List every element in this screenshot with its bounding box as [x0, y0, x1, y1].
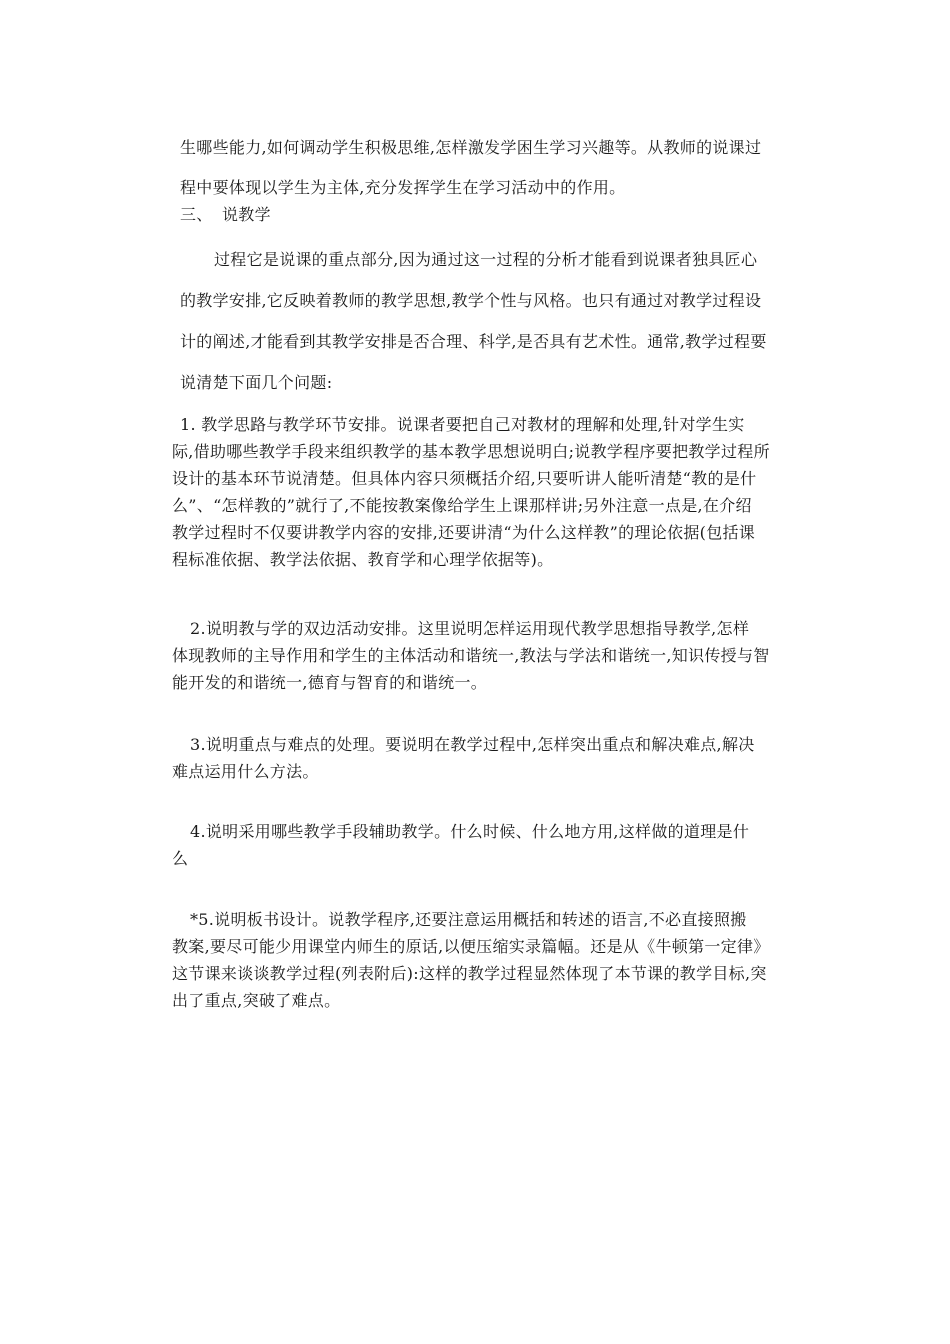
process-paragraph — [180, 240, 767, 404]
list-item — [172, 731, 755, 785]
item-line: 么 — [172, 849, 189, 868]
intro-paragraph — [180, 128, 761, 208]
list-item — [172, 818, 749, 872]
item-line: 际,借助哪些教学手段来组织教学的基本教学思想说明白;说教学程序要把教学过程所 — [172, 442, 770, 461]
intro-line: 生哪些能力,如何调动学生积极思维,怎样激发学困生学习兴趣等。从教师的说课过 — [180, 138, 762, 157]
process-line: 说清楚下面几个问题: — [180, 373, 333, 392]
process-line: 的教学安排,它反映着教师的教学思想,教学个性与风格。也只有通过对教学过程设 — [180, 291, 762, 310]
section-title: 说教学 — [222, 205, 271, 224]
item-line: 设计的基本环节说清楚。但具体内容只须概括介绍,只要听讲人能听清楚“教的是什 — [172, 469, 757, 488]
item-line: 能开发的和谐统一,德育与智育的和谐统一。 — [172, 673, 488, 692]
item-line: 出了重点,突破了难点。 — [172, 991, 341, 1010]
intro-line: 程中要体现以学生为主体,充分发挥学生在学习活动中的作用。 — [180, 178, 626, 197]
item-line: 1. 教学思路与教学环节安排。说课者要把自己对教材的理解和处理,针对学生实 — [180, 415, 745, 434]
section-heading — [180, 203, 271, 227]
item-line: 教案,要尽可能少用课堂内师生的原话,以便压缩实录篇幅。还是从《牛顿第一定律》 — [172, 937, 770, 956]
item-line: 2.说明教与学的双边活动安排。这里说明怎样运用现代教学思想指导教学,怎样 — [190, 619, 750, 638]
item-line: 么”、“怎样教的”就行了,不能按教案像给学生上课那样讲;另外注意一点是,在介绍 — [172, 496, 752, 515]
list-item — [172, 906, 770, 1014]
item-line: 这节课来谈谈教学过程(列表附后):这样的教学过程显然体现了本节课的教学目标,突 — [172, 964, 767, 983]
item-line: *5.说明板书设计。说教学程序,还要注意运用概括和转述的语言,不必直接照搬 — [190, 910, 747, 929]
process-line: 过程它是说课的重点部分,因为通过这一过程的分析才能看到说课者独具匠心 — [214, 250, 758, 269]
item-line: 4.说明采用哪些教学手段辅助教学。什么时候、什么地方用,这样做的道理是什 — [190, 822, 750, 841]
item-line: 体现教师的主导作用和学生的主体活动和谐统一,教法与学法和谐统一,知识传授与智 — [172, 646, 770, 665]
section-number: 三、 — [180, 205, 213, 224]
item-line: 程标准依据、教学法依据、教育学和心理学依据等)。 — [172, 550, 554, 569]
list-item — [172, 615, 770, 696]
process-line: 计的阐述,才能看到其教学安排是否合理、科学,是否具有艺术性。通常,教学过程要 — [180, 332, 767, 351]
item-line: 难点运用什么方法。 — [172, 762, 319, 781]
item-line: 教学过程时不仅要讲教学内容的安排,还要讲清“为什么这样教”的理论依据(包括课 — [172, 523, 756, 542]
list-item — [172, 411, 770, 573]
item-line: 3.说明重点与难点的处理。要说明在教学过程中,怎样突出重点和解决难点,解决 — [190, 735, 755, 754]
